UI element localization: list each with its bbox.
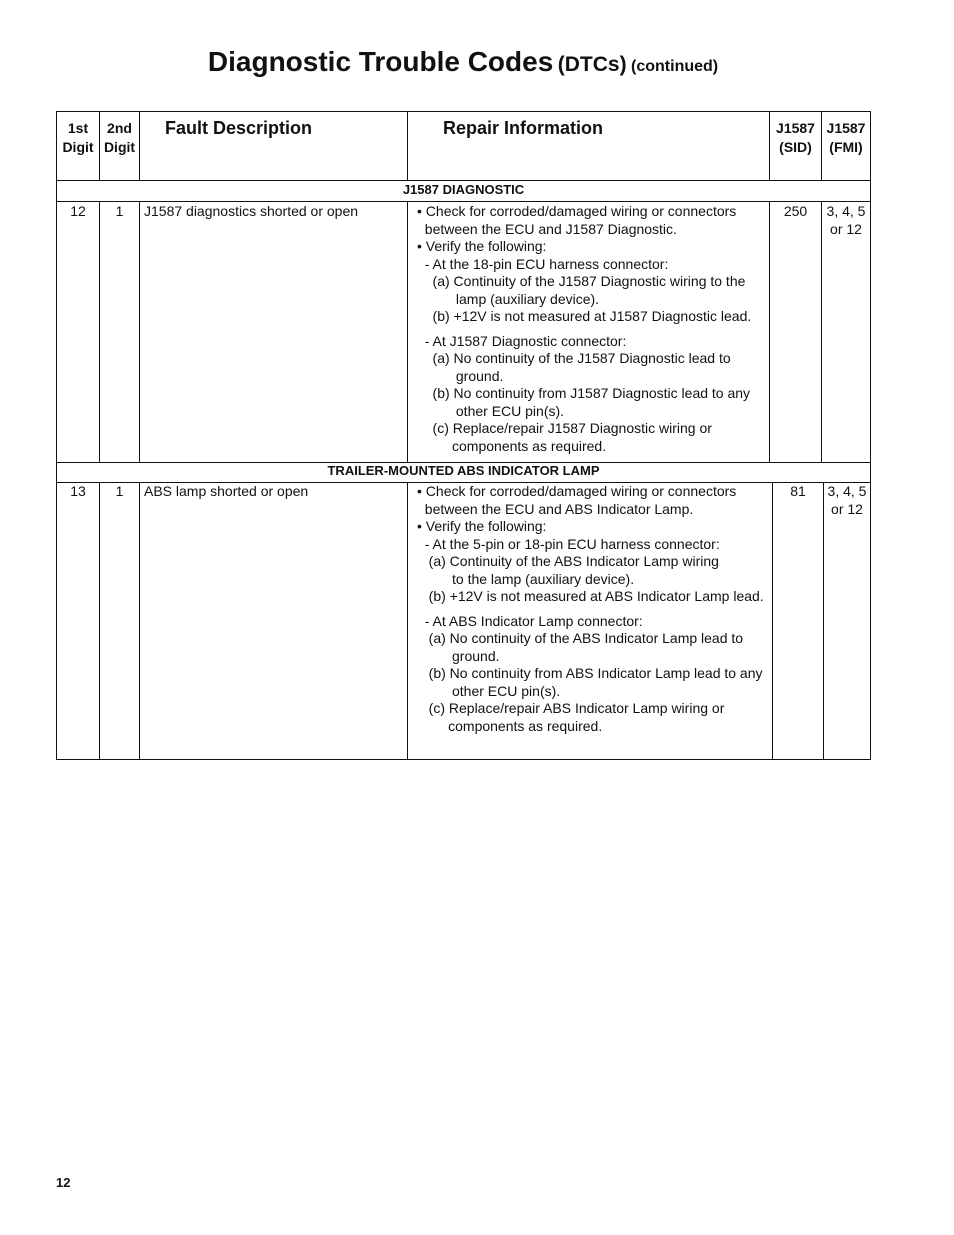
cell-2nd-digit: 1 [115,203,124,219]
col-divider [769,201,770,462]
col-divider [139,112,140,180]
cell-2nd-digit: 1 [115,483,124,499]
title-continued: (continued) [631,58,719,75]
cell-1st-digit: 12 [70,203,86,219]
header-2nd-digit: 2nd Digit [103,120,136,155]
col-divider [823,482,824,759]
header-fault-description: Fault Description [165,118,313,138]
col-divider [772,482,773,759]
col-divider [139,201,140,462]
col-divider [139,482,140,759]
header-repair-information: Repair Information [443,118,604,138]
section-heading: J1587 DIAGNOSTIC [402,182,525,197]
col-divider [821,201,822,462]
cell-fault-description: J1587 diagnostics shorted or open [144,203,359,219]
header-j1587-sid: J1587 (SID) [776,120,815,155]
cell-j1587-fmi: 3, 4, 5 or 12 [827,483,867,517]
page-title [0,46,926,78]
page-number: 12 [56,1175,71,1190]
col-divider [407,201,408,462]
col-divider [407,482,408,759]
col-divider [407,112,408,180]
section-heading: TRAILER-MOUNTED ABS INDICATOR LAMP [327,463,600,478]
col-divider [99,482,100,759]
title-dtcs: (DTCs) [557,53,627,76]
section-divider [57,201,870,202]
cell-j1587-fmi: 3, 4, 5 or 12 [826,203,866,237]
dtc-table [56,111,871,760]
cell-fault-description: ABS lamp shorted or open [144,483,309,499]
cell-j1587-sid: 250 [783,203,808,219]
cell-repair-information: • Check for corroded/damaged wiring or connectors between the ECU and J1587 Diagnostic. • Verify the following: - At the 18-pin ECU harness connector: (a) Continuity of the J1587 Diagnostic wiring to the lamp (auxiliary device). (b) +12V is not measured at J1587 Diagnostic lead. - At J1587 Diagnostic connector: (a) No continuity of the J1587 Diagnostic lead to ground. (b) No continuity from J1587 Diagnostic lead to any other ECU pin(s). (c) Replace/repair J1587 Diagnostic wiring or components as required. [417,203,752,454]
header-1st-digit: 1st Digit [62,120,94,155]
header-j1587-fmi: J1587 (FMI) [826,120,866,155]
cell-j1587-sid: 81 [790,483,806,499]
title-main: Diagnostic Trouble Codes [207,46,554,77]
cell-1st-digit: 13 [70,483,86,499]
col-divider [99,201,100,462]
header-divider [57,180,870,181]
cell-repair-information: • Check for corroded/damaged wiring or connectors between the ECU and ABS Indicator Lamp. • Verify the following: - At the 5-pin or 18-pin ECU harness connector: (a) Continuity of the ABS Indicator Lamp wiring to the lamp (auxiliary device). (b) +12V is not measured at ABS Indicator Lamp lead. - At ABS Indicator Lamp connector: (a) No continuity of the ABS Indicator Lamp lead to ground. (b) No continuity from ABS Indicator Lamp lead to any other ECU pin(s). (c) Replace/repair ABS Indicator Lamp wiring or components as required. [417,483,764,734]
